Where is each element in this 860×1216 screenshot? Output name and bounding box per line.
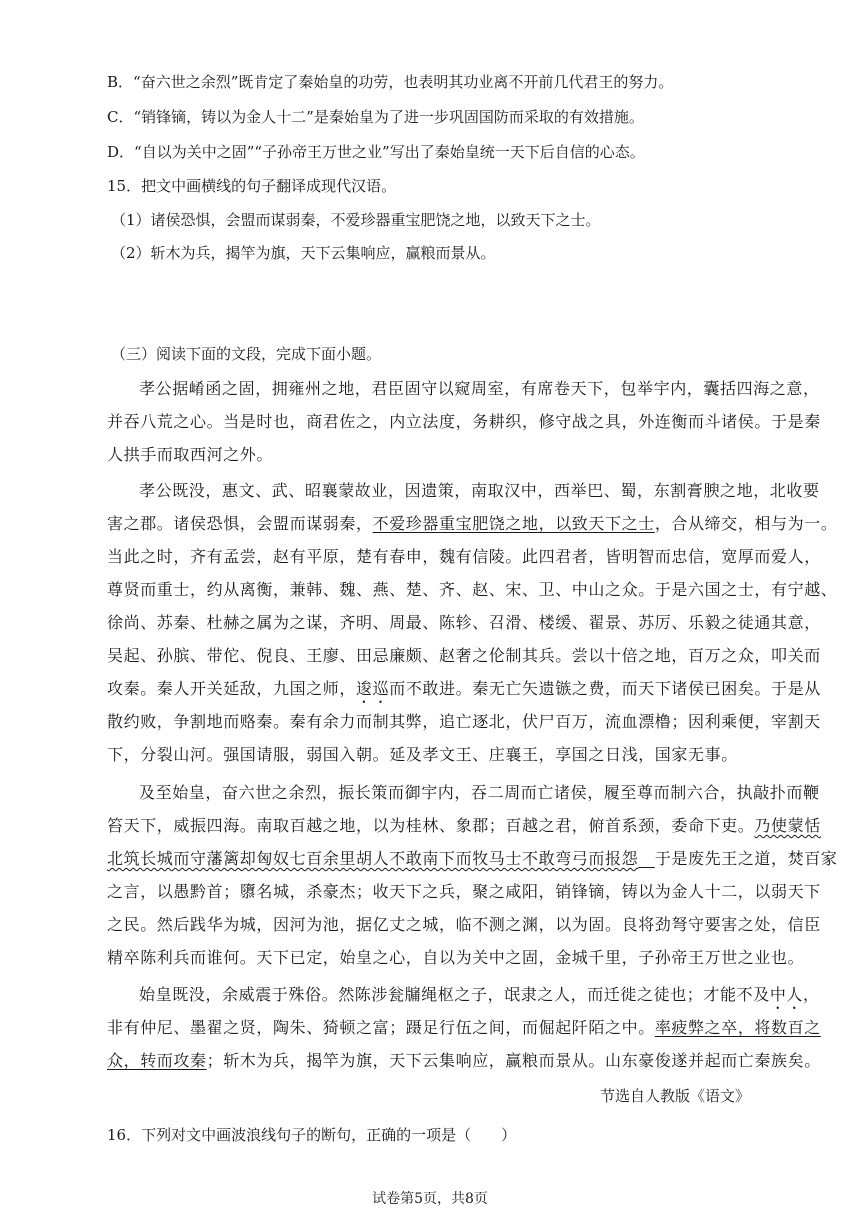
- passage-text: 于是废先王之道，焚百家: [654, 849, 838, 868]
- passage-line: 精卒陈利兵而谁何。天下已定，始皇之心，自以为关中之固，金城千里，子孙帝王万世之业也。: [107, 948, 805, 967]
- passage-text: 而不敢进。秦无亡矢遗镞之费，而天下诸侯已困矣。于是从: [389, 679, 821, 698]
- passage-line: 下，分裂山河。强国请服，弱国入朝。延及孝文王、庄襄王，享国之日浅，国家无事。: [107, 745, 738, 764]
- option-b: B．“奋六世之余烈”既肯定了秦始皇的功劳，也表明其功业离不开前几代君王的努力。: [107, 73, 674, 91]
- dotted-word: 中人: [769, 985, 804, 1004]
- option-c: C．“销锋镝，铸以为金人十二”是秦始皇为了进一步巩固国防而采取的有效措施。: [107, 108, 644, 126]
- passage-line: 及至始皇，奋六世之余烈，振长策而御宇内，吞二周而亡诸侯，履至尊而制六合，执敲扑而鞭: [139, 783, 820, 802]
- passage-line: 尊贤而重士，约从离衡，兼韩、魏、燕、楚、齐、赵、宋、卫、中山之众。于是六国之士，有宁越、: [107, 580, 838, 599]
- passage-text: 始皇既没，余威震于殊俗。然陈涉瓮牖绳枢之子，氓隶之人，而迁徙之徒也；才能不及: [139, 985, 770, 1004]
- passage-line: 孝公既没，惠文、武、昭襄蒙故业，因遗策，南取汉中，西举巴、蜀，东割膏腴之地，北收要: [139, 481, 820, 500]
- passage-text: 非有仲尼、墨翟之贤，陶朱、猗顿之富；蹑足行伍之间，而倔起阡陌之中。: [107, 1018, 655, 1037]
- passage-text: ，: [803, 985, 820, 1004]
- question-15-stem: 15．把文中画横线的句子翻译成现代汉语。: [107, 177, 397, 195]
- passage-line: [107, 1051, 821, 1071]
- passage-text: 攻秦。秦人开关延敌，九国之师，: [107, 679, 357, 698]
- passage-line: 人拱手而取西河之外。: [107, 445, 274, 464]
- passage-line: [139, 985, 820, 1013]
- passage-line: 并吞八荒之心。当是时也，商君佐之，内立法度，务耕织，修守战之具，外连衡而斗诸侯。于是秦: [107, 412, 821, 431]
- passage-line: 之言，以愚黔首；隳名城，杀豪杰；收天下之兵，聚之咸阳，销锋镝，铸以为金人十二，以弱天下: [107, 882, 821, 901]
- passage-text: 害之郡。诸侯恐惧，会盟而谋弱秦，: [107, 514, 373, 533]
- question-15-sentence-1: （1）诸侯恐惧，会盟而谋弱秦，不爱珍器重宝肥饶之地，以致天下之士。: [111, 211, 601, 229]
- passage-source: 节选自人教版《语文》: [599, 1087, 750, 1105]
- option-d: D．“自以为关中之固”“子孙帝王万世之业”写出了秦始皇统一天下后自信的心态。: [107, 143, 645, 161]
- passage-line: 孝公据崤函之固，拥雍州之地，君臣固守以窥周室，有席卷天下，包举宇内，囊括四海之意，: [139, 379, 820, 398]
- page-footer: 试卷第5页，共8页: [372, 1191, 488, 1207]
- passage-text: ，合从缔交，相与为一。: [654, 514, 838, 533]
- question-16-stem: 16．下列对文中画波浪线句子的断句，正确的一项是（ ）: [107, 1126, 517, 1144]
- passage-line: 当此之时，齐有孟尝，赵有平原，楚有春申，魏有信陵。此四君者，皆明智而忠信，宽厚而爱人，: [107, 547, 821, 566]
- underlined-sentence: 不爱珍器重宝肥饶之地，以致天下之士: [372, 514, 655, 533]
- wavy-underlined-sentence: 乃使蒙恬: [754, 816, 821, 835]
- passage-line: [107, 1018, 821, 1038]
- question-15-sentence-2: （2）斩木为兵，揭竿为旗，天下云集响应，赢粮而景从。: [111, 244, 496, 262]
- passage-line: [107, 679, 821, 707]
- passage-line: [107, 849, 837, 869]
- underlined-sentence: 率疲弊之卒，将数百之: [654, 1018, 821, 1037]
- dotted-word: 逡巡: [356, 679, 390, 698]
- underlined-sentence: 众，转而攻秦: [107, 1051, 207, 1070]
- passage-line: 徐尚、苏秦、杜赫之属为之谋，齐明、周最、陈轸、召滑、楼缓、翟景、苏厉、乐毅之徒通其意，: [107, 613, 821, 632]
- wavy-underlined-sentence: 北筑长城而守藩篱却匈奴七百余里胡人不敢南下而牧马士不敢弯弓而报怨: [107, 849, 639, 868]
- passage-text: ；斩木为兵，揭竿为旗，天下云集响应，赢粮而景从。山东豪俊遂并起而亡秦族矣。: [206, 1051, 821, 1070]
- passage-line: [107, 514, 837, 534]
- section-3-heading: （三）阅读下面的文段，完成下面小题。: [111, 345, 382, 363]
- passage-line: [107, 816, 821, 836]
- passage-line: 之民。然后践华为城，因河为池，据亿丈之城，临不测之渊，以为固。良将劲弩守要害之处，信臣: [107, 915, 821, 934]
- passage-text: 笞天下，威振四海。南取百越之地，以为桂林、象郡；百越之君，俯首系颈，委命下吏。: [107, 816, 755, 835]
- passage-line: 吴起、孙膑、带佗、倪良、王廖、田忌廉颇、赵奢之伦制其兵。尝以十倍之地，百万之众，叩关而: [107, 646, 821, 665]
- passage-line: 散约败，争割地而赂秦。秦有余力而制其弊，追亡逐北，伏尸百万，流血漂橹；因利乘便，宰割天: [107, 712, 821, 731]
